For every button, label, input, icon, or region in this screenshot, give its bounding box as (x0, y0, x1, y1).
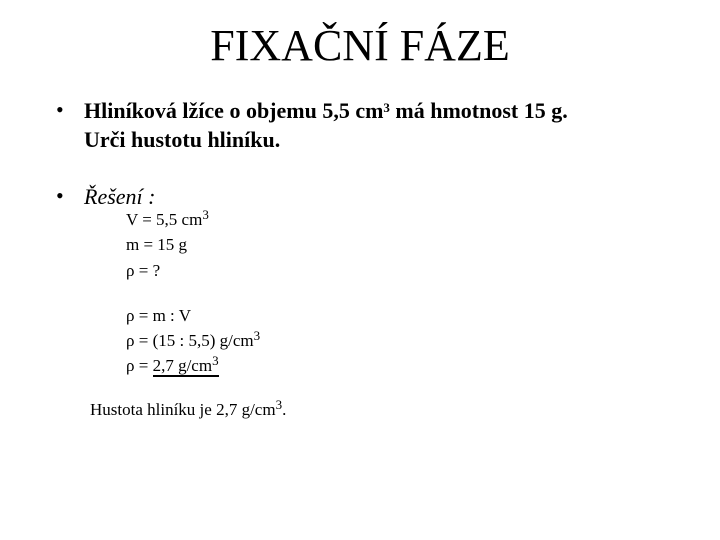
slide-title: FIXAČNÍ FÁZE (210, 21, 510, 70)
result-exponent: 3 (212, 353, 219, 368)
task-line1-end: má hmotnost 15 g. (389, 98, 568, 123)
result-prefix: ρ = (126, 356, 153, 375)
density-substitution (126, 328, 260, 354)
substitution-exponent: 3 (253, 328, 261, 343)
bullet-marker: • (56, 97, 64, 122)
density-formula: ρ = m : V (126, 306, 191, 325)
density-result (126, 353, 219, 379)
density-question: ρ = ? (126, 261, 161, 280)
given-mass: m = 15 g (126, 235, 188, 254)
task-line1-start: Hliníková lžíce o objemu 5,5 cm (84, 98, 384, 123)
conclusion-text: Hustota hliníku je 2,7 g/cm (90, 400, 276, 419)
given-volume-exponent: 3 (202, 207, 209, 222)
given-volume-text: V = 5,5 cm (126, 210, 203, 229)
result-underlined (152, 353, 219, 377)
bullet-marker: • (56, 183, 64, 208)
result-value: 2,7 g/cm (152, 356, 213, 375)
task-unit-exponent: 3 (383, 100, 390, 115)
conclusion-sentence (90, 397, 286, 423)
task-line2: Urči hustotu hliníku. (84, 127, 281, 152)
given-volume (126, 207, 209, 233)
task-text (84, 96, 684, 125)
substitution-text: ρ = (15 : 5,5) g/cm (126, 331, 254, 350)
conclusion-period: . (282, 400, 287, 419)
conclusion-exponent: 3 (275, 397, 283, 412)
solution-label: Řešení : (84, 184, 156, 209)
